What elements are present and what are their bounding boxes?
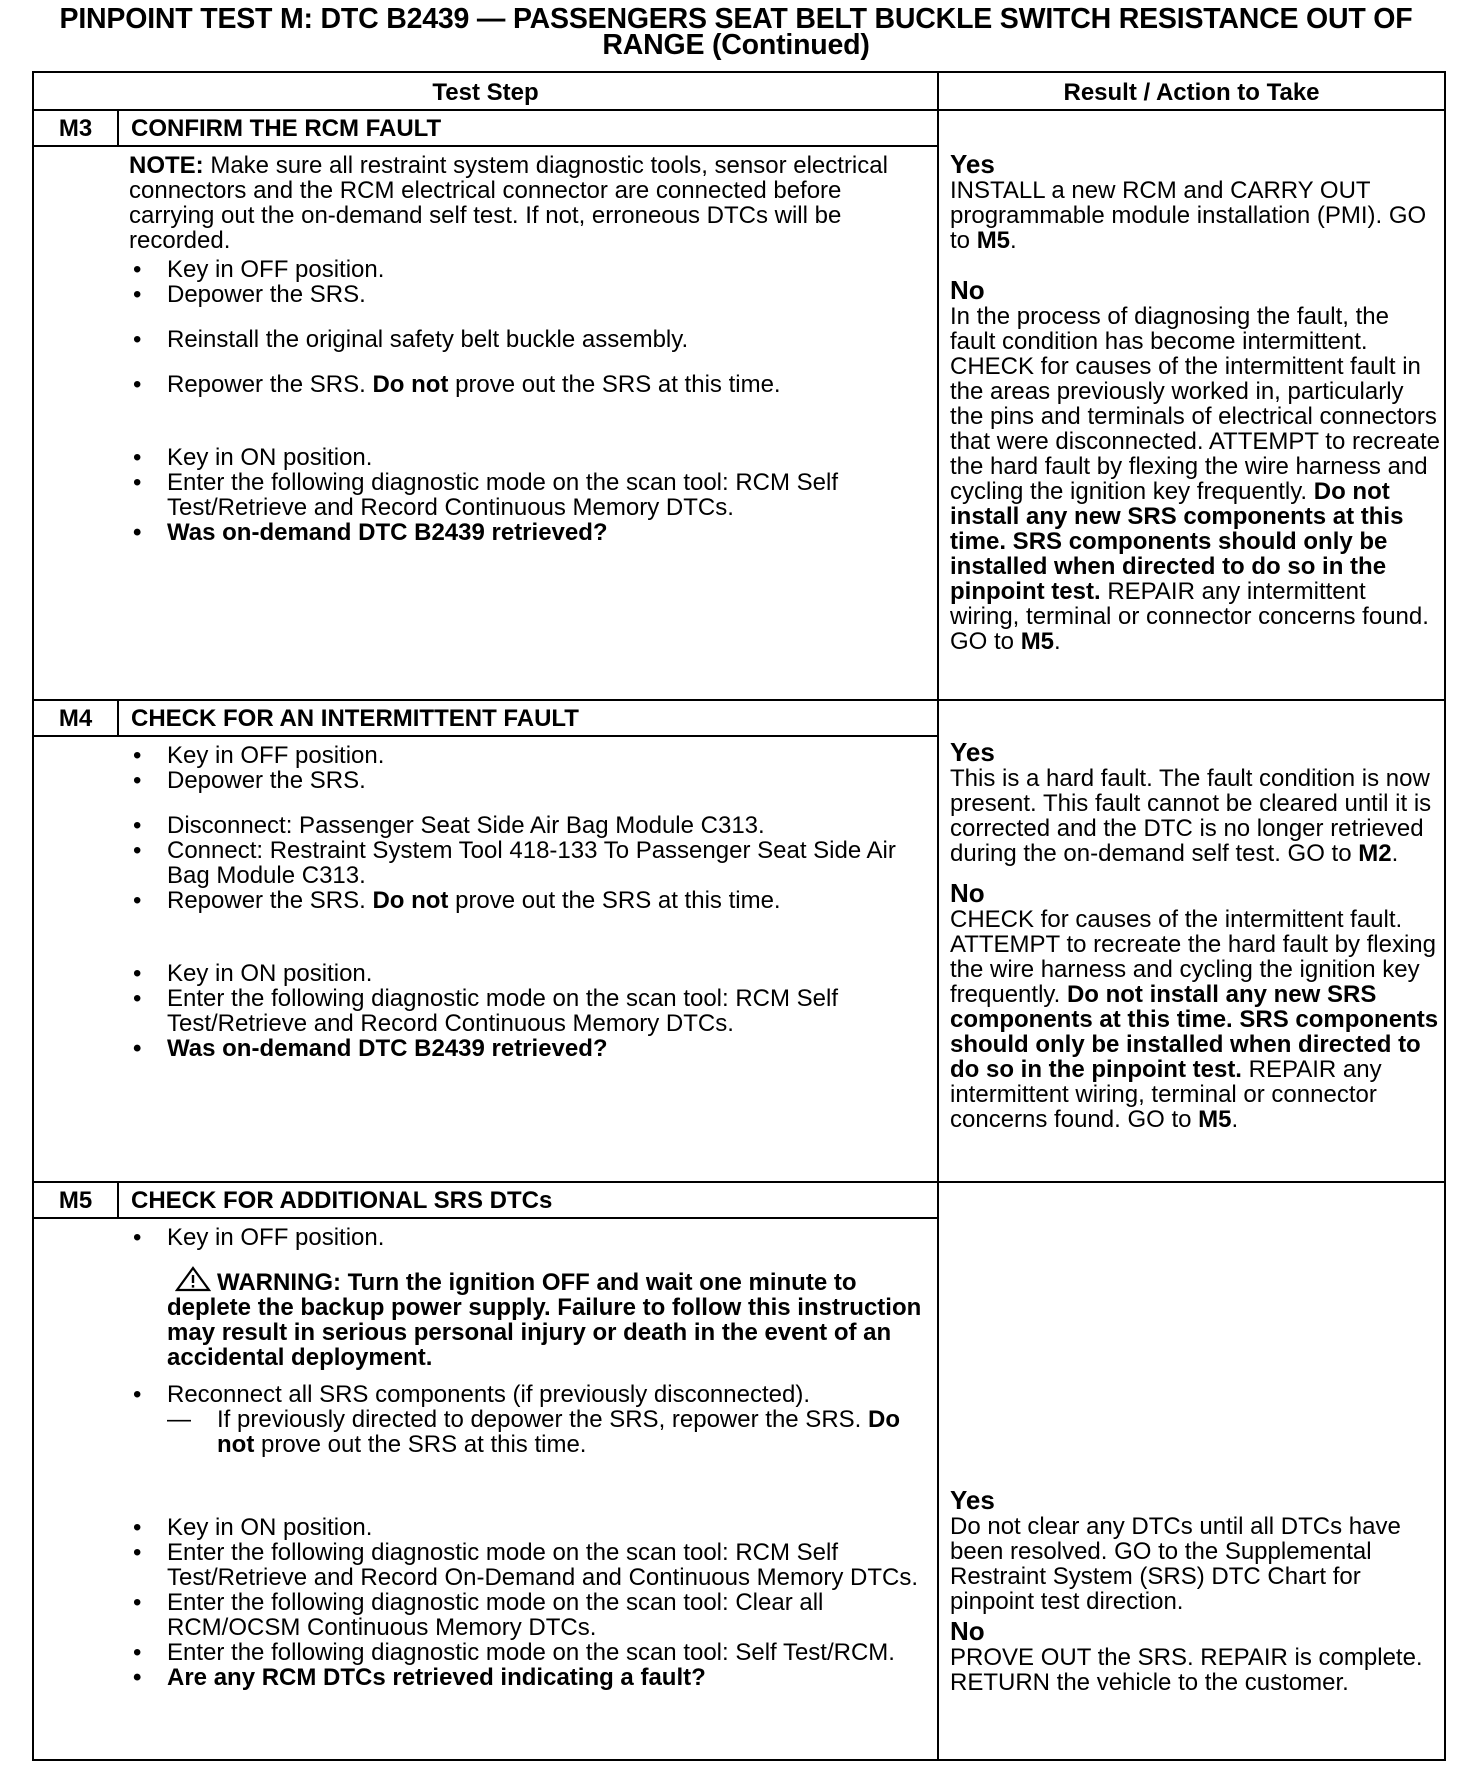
list-item: • Connect: Restraint System Tool 418-133 To Passenger Seat Side Air Bag Module C313.	[129, 838, 929, 888]
no-label: No	[950, 275, 985, 305]
step-list-m5b	[129, 1382, 929, 1407]
yes-label: Yes	[950, 149, 995, 179]
yes-label: Yes	[950, 1485, 995, 1515]
no-label: No	[950, 1616, 985, 1646]
list-item: • Are any RCM DTCs retrieved indicating a fault?	[129, 1665, 929, 1690]
result-cell-m4	[938, 700, 1445, 1182]
step-m4-heading-row	[33, 700, 1445, 736]
list-item: • Was on-demand DTC B2439 retrieved?	[129, 520, 929, 545]
step-heading-m5: CHECK FOR ADDITIONAL SRS DTCs	[118, 1182, 938, 1218]
result-m3-no: No In the process of diagnosing the fault, the fault condition has become intermittent. CHECK for causes of the intermittent fault in the areas previously worked in, particularly the pins and terminals of electrical connectors that were disconnected. ATTEMPT to recreate the hard fault by flexing the wire harness and cycling the ignition key frequently. Do not install any new SRS components at this time. SRS components should only be installed when directed to do so in the pinpoint test. REPAIR any intermittent wiring, terminal or connector concerns found. GO to M5.	[950, 275, 1441, 655]
step-id-m3: M3	[33, 110, 118, 146]
step-id-m5: M5	[33, 1182, 118, 1218]
list-item: • Key in OFF position.	[129, 743, 929, 768]
step-list-m4	[129, 743, 929, 1061]
list-item: • Reconnect all SRS components (if previously disconnected).	[129, 1382, 929, 1407]
page-title-line1: PINPOINT TEST M: DTC B2439 — PASSENGERS SEAT BELT BUCKLE SWITCH RESISTANCE OUT OF	[59, 3, 1413, 35]
step-body-m4	[33, 736, 938, 1182]
result-m3-yes: Yes INSTALL a new RCM and CARRY OUT programmable module installation (PMI). GO to M5.	[950, 151, 1440, 253]
list-item: • Key in ON position.	[129, 961, 929, 986]
list-item: • Depower the SRS.	[129, 282, 929, 307]
list-item: • Enter the following diagnostic mode on the scan tool: RCM Self Test/Retrieve and Record Continuous Memory DTCs.	[129, 470, 929, 520]
step-list-m5	[129, 1225, 929, 1250]
note-m3: NOTE: Make sure all restraint system diagnostic tools, sensor electrical connectors and the RCM electrical connector are connected before carrying out the on-demand self test. If not, erroneous DTCs will be recorded.	[129, 152, 888, 254]
list-item: • Depower the SRS.	[129, 768, 929, 793]
page-title	[20, 3, 1452, 61]
list-item: • Repower the SRS. Do not prove out the SRS at this time.	[129, 888, 929, 913]
step-heading-m3: CONFIRM THE RCM FAULT	[118, 110, 938, 146]
step-list-m3	[129, 257, 929, 545]
step-body-m3	[33, 146, 938, 700]
page-title-line2: RANGE (Continued)	[602, 29, 870, 61]
header-test-step: Test Step	[33, 72, 938, 110]
list-item: • Was on-demand DTC B2439 retrieved?	[129, 1036, 929, 1061]
warning-triangle-icon	[175, 1266, 211, 1292]
yes-label: Yes	[950, 737, 995, 767]
result-m5-no: No PROVE OUT the SRS. REPAIR is complete. RETURN the vehicle to the customer.	[950, 1618, 1440, 1695]
list-item: • Repower the SRS. Do not prove out the SRS at this time.	[129, 372, 929, 397]
step-m5-heading-row	[33, 1182, 1445, 1218]
list-item: • Disconnect: Passenger Seat Side Air Bag Module C313.	[129, 813, 929, 838]
sub-step: — If previously directed to depower the SRS, repower the SRS. Do not prove out the SRS at this time.	[167, 1407, 929, 1457]
list-item: • Enter the following diagnostic mode on the scan tool: Clear all RCM/OCSM Continuous Memory DTCs.	[129, 1590, 929, 1640]
list-item: • Key in OFF position.	[129, 257, 929, 282]
list-item: • Reinstall the original safety belt buckle assembly.	[129, 327, 929, 352]
list-item: • Key in ON position.	[129, 1515, 929, 1540]
result-m5-yes: Yes Do not clear any DTCs until all DTCs have been resolved. GO to the Supplemental Restraint System (SRS) DTC Chart for pinpoint test direction.	[950, 1487, 1440, 1614]
result-m4-yes: Yes This is a hard fault. The fault condition is now present. This fault cannot be cleared until it is corrected and the DTC is no longer retrieved during the on-demand self test. GO to M2.	[950, 739, 1440, 866]
warning-text: WARNING: Turn the ignition OFF and wait one minute to deplete the backup power supply. Failure to follow this instruction may result in serious personal injury or death in the event of an accidental deployment.	[129, 1266, 929, 1370]
step-heading-m4: CHECK FOR AN INTERMITTENT FAULT	[118, 700, 938, 736]
no-label: No	[950, 878, 985, 908]
step-list-m5c	[129, 1515, 929, 1690]
step-m3-heading-row	[33, 110, 1445, 146]
pinpoint-test-table	[32, 71, 1446, 1761]
result-m4-no: No CHECK for causes of the intermittent fault. ATTEMPT to recreate the hard fault by flexing the wire harness and cycling the ignition key frequently. Do not install any new SRS components at this time. SRS components should only be installed when directed to do so in the pinpoint test. REPAIR any intermittent wiring, terminal or connector concerns found. GO to M5.	[950, 878, 1439, 1133]
list-item: • Enter the following diagnostic mode on the scan tool: RCM Self Test/Retrieve and Record On-Demand and Continuous Memory DTCs.	[129, 1540, 929, 1590]
list-item: • Key in OFF position.	[129, 1225, 929, 1250]
result-cell-m5	[938, 1182, 1445, 1760]
step-body-m5	[33, 1218, 938, 1760]
result-cell-m3	[938, 110, 1445, 700]
list-item: • Enter the following diagnostic mode on the scan tool: Self Test/RCM.	[129, 1640, 929, 1665]
list-item: • Enter the following diagnostic mode on the scan tool: RCM Self Test/Retrieve and Record Continuous Memory DTCs.	[129, 986, 929, 1036]
table-header-row	[33, 72, 1445, 110]
header-result-action: Result / Action to Take	[938, 72, 1445, 110]
step-id-m4: M4	[33, 700, 118, 736]
list-item: • Key in ON position.	[129, 445, 929, 470]
